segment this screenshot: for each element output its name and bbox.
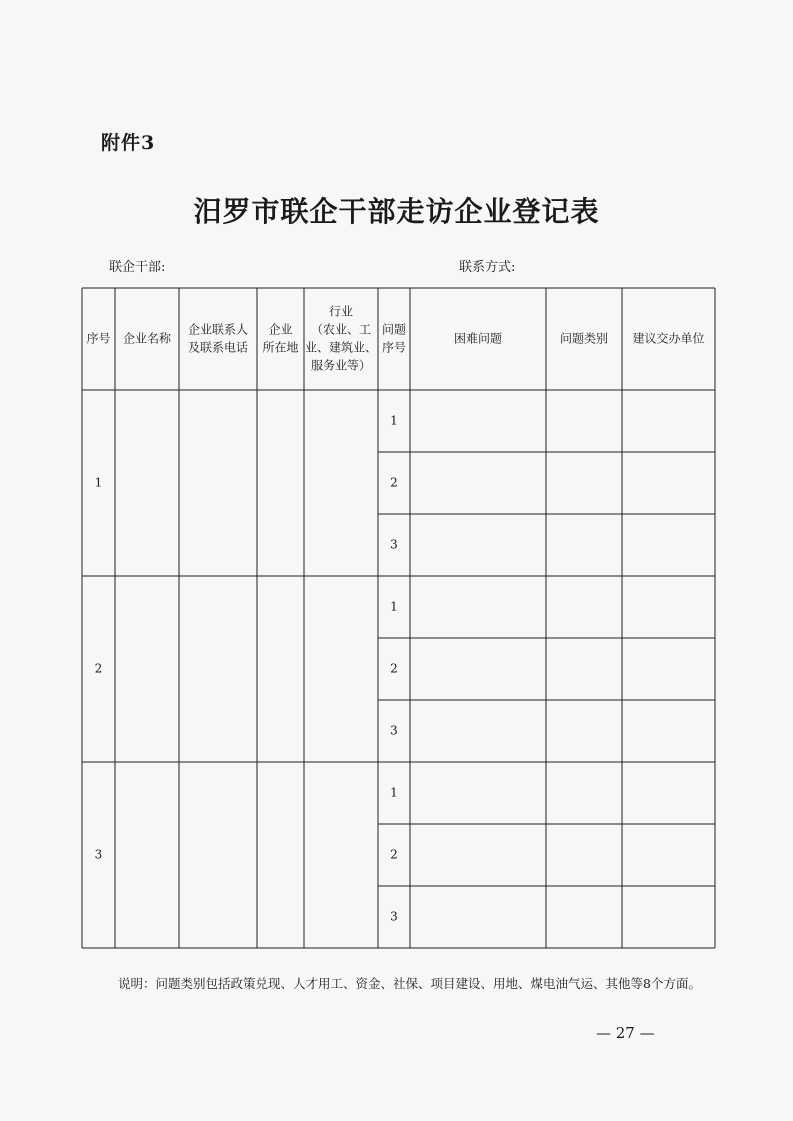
header-industry: 服务业等）: [310, 358, 372, 373]
header-industry: 行业: [328, 304, 354, 319]
liaison-cadre-label: 联企干部:: [109, 260, 166, 275]
header-industry: 业、建筑业、: [304, 340, 378, 355]
header-issue-seq: 问题: [381, 322, 407, 337]
contact-method-label: 联系方式:: [459, 260, 516, 275]
issue-seq-number: 2: [390, 847, 398, 862]
header-seq: 序号: [86, 331, 111, 346]
header-location: 企业: [268, 322, 293, 337]
group-seq-number: 1: [94, 475, 103, 490]
header-industry: （农业、工: [310, 322, 372, 337]
issue-seq-number: 3: [390, 909, 398, 924]
header-contact: 企业联系人: [187, 322, 249, 337]
header-issue-seq: 序号: [381, 340, 407, 355]
issue-seq-number: 2: [390, 661, 398, 676]
header-difficulty: 困难问题: [453, 331, 503, 346]
header-company-name: 企业名称: [122, 331, 172, 346]
issue-seq-number: 1: [390, 785, 398, 800]
footnote: 说明：问题类别包括政策兑现、人才用工、资金、社保、项目建设、用地、煤电油气运、其他等8个方面。: [118, 976, 701, 991]
page-title: 汨罗市联企干部走访企业登记表: [193, 195, 600, 228]
table-grid: [82, 288, 715, 948]
group-seq-number: 2: [94, 661, 103, 676]
issue-seq-number: 2: [390, 475, 398, 490]
header-location: 所在地: [262, 340, 299, 355]
header-suggested-unit: 建议交办单位: [632, 331, 705, 346]
group-seq-number: 3: [94, 847, 103, 862]
header-contact: 及联系电话: [187, 340, 249, 355]
issue-seq-number: 1: [390, 599, 398, 614]
issue-seq-number: 1: [390, 413, 398, 428]
page-number: — 27 —: [596, 1024, 655, 1042]
header-category: 问题类别: [559, 331, 609, 346]
issue-seq-number: 3: [390, 537, 398, 552]
issue-seq-number: 3: [390, 723, 398, 738]
attachment-label: 附件3: [101, 132, 156, 154]
